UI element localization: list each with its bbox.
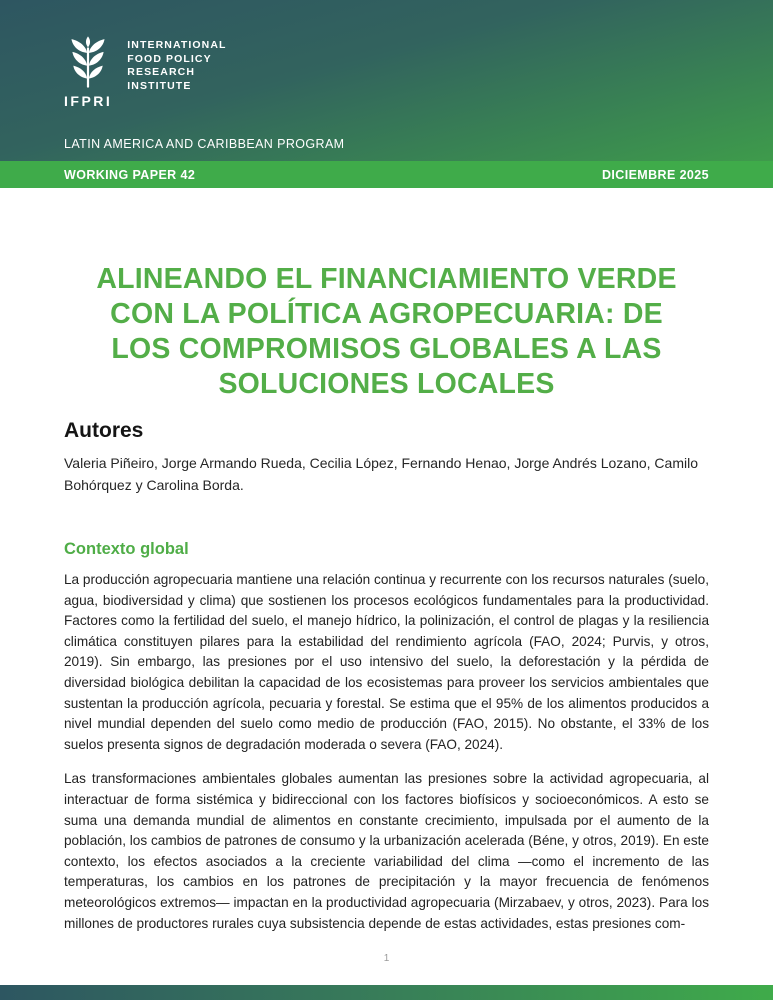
authors-heading: Autores (64, 419, 144, 442)
org-name (127, 36, 226, 93)
plant-icon (66, 36, 110, 88)
issue-date: DICIEMBRE 2025 (601, 167, 709, 182)
program-name: LATIN AMERICA AND CARIBBEAN PROGRAM (64, 137, 345, 151)
document-title-line: SOLUCIONES LOCALES (218, 368, 555, 400)
org-name-line: RESEARCH (127, 66, 196, 78)
document-title-line: LOS COMPROMISOS GLOBALES A LAS (111, 333, 662, 365)
document-title-line: ALINEANDO EL FINANCIAMIENTO VERDE (96, 263, 677, 295)
authors-list: Valeria Piñeiro, Jorge Armando Rueda, Cecilia López, Fernando Henao, Jorge Andrés Lozano, Camilo Bohórquez y Carolina Borda. (64, 455, 698, 493)
page-number: 1 (383, 953, 390, 964)
logo-column (64, 36, 112, 109)
ifpri-logo (64, 36, 709, 109)
page-body (0, 188, 773, 1000)
document-title-line: CON LA POLÍTICA AGROPECUARIA: DE (110, 298, 663, 330)
working-paper-bar (0, 161, 773, 188)
body-paragraph-1: La producción agropecuaria mantiene una relación continua y recurrente con los recursos naturales (suelo, agua, biodiversidad y clima) que sostienen los procesos ecológicos fundamentales para la productividad. Factores como la fertilidad del suelo, el manejo hídrico, la polinización, el control de plagas y la resiliencia climática constituyen pilares para la estabilidad del rendimiento agrícola (FAO, 2024; Purvis, y otros, 2019). Sin embargo, las presiones por el uso intensivo del suelo, la deforestación y la pérdida de diversidad biológica debilitan la capacidad de los ecosistemas para proveer los servicios ambientales que sustentan la producción agrícola, pecuaria y forestal. Se estima que el 95% de los alimentos producidos a nivel mundial dependen del suelo como medio de producción (FAO, 2015). No obstante, el 33% de los suelos presenta signos de degradación moderada o severa (FAO, 2024). (64, 572, 709, 752)
document-title (64, 262, 709, 402)
working-paper-label: WORKING PAPER 42 (64, 167, 196, 182)
org-name-line: INSTITUTE (127, 79, 192, 92)
org-acronym: IFPRI (64, 93, 113, 109)
header-banner (0, 0, 773, 161)
org-name-line: INTERNATIONAL (127, 39, 227, 51)
section-heading-contexto-global: Contexto global (64, 540, 189, 558)
body-paragraph-2: Las transformaciones ambientales globales aumentan las presiones sobre la actividad agropecuaria, al interactuar de forma sistémica y bidireccional con los factores biofísicos y socioeconómicos. A esto se suma una demanda mundial de alimentos en constante crecimiento, impulsada por el aumento de la población, los cambios de patrones de consumo y la urbanización acelerada (Béne, y otros, 2019). En este contexto, los efectos asociados a la creciente variabilidad del clima —como el incremento de las temperaturas, los cambios en los patrones de precipitación y la mayor frecuencia de fenómenos meteorológicos extremos— impactan en la productividad agropecuaria (Mirzabaev, y otros, 2023). Para los millones de productores rurales cuya subsistencia depende de estas actividades, estas presiones com- (64, 771, 709, 931)
org-name-line: FOOD POLICY (127, 52, 212, 65)
footer-gradient-bar (0, 985, 773, 1000)
